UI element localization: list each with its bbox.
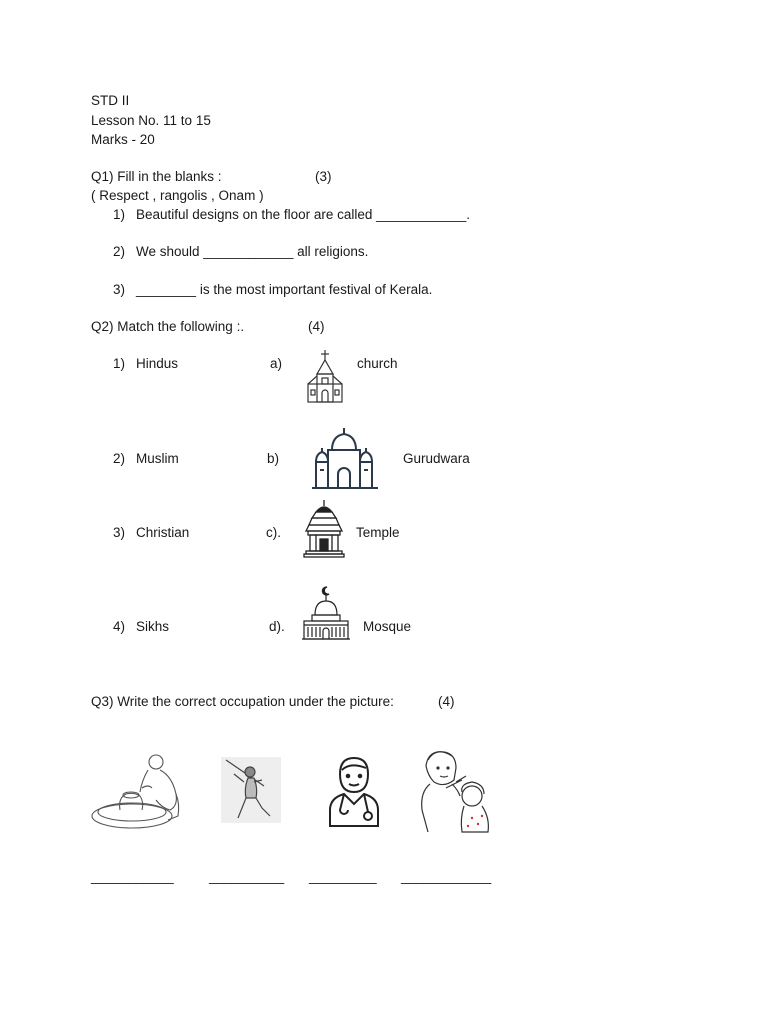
match-letter: b) [267,451,280,466]
q2-title: Q2) Match the following :. [91,319,245,334]
match-right-item: Temple [356,525,400,540]
doctor-icon [326,752,382,828]
match-left-item: Muslim [136,451,179,466]
temple-icon [302,498,346,558]
q1-item-text: We should ____________ all religions. [136,244,369,259]
answer-blank[interactable]: __________ [209,869,285,884]
soldier-icon [220,756,282,824]
mosque-domes-icon [306,426,388,490]
q1-item-text: Beautiful designs on the floor are called ____________. [136,207,470,222]
match-letter: c). [266,525,281,540]
match-letter: d). [269,619,285,634]
q3-title: Q3) Write the correct occupation under the picture: [91,694,394,709]
answer-blank[interactable]: ____________ [401,869,492,884]
match-left-item: Christian [136,525,190,540]
match-right-item: Mosque [363,619,412,634]
match-right-item: Gurudwara [403,451,470,466]
church-icon [302,348,348,404]
q1-title: Q1) Fill in the blanks : [91,169,222,184]
std-label: STD II [91,93,130,108]
answer-blank[interactable]: ___________ [91,869,174,884]
match-letter: a) [270,356,283,371]
q1-item-text: ________ is the most important festival of Kerala. [136,282,433,297]
q1-item-number: 2) [113,244,126,259]
q2-marks: (4) [308,319,325,334]
match-number: 4) [113,619,126,634]
lesson-label: Lesson No. 11 to 15 [91,113,211,128]
match-left-item: Hindus [136,356,179,371]
match-number: 2) [113,451,126,466]
answer-blank[interactable]: _________ [309,869,377,884]
potter-icon [90,750,184,834]
marks-label: Marks - 20 [91,132,155,147]
match-right-item: church [357,356,398,371]
q1-item-number: 1) [113,207,126,222]
q3-marks: (4) [438,694,455,709]
match-number: 3) [113,525,126,540]
mosque-crescent-icon [300,585,352,641]
q1-item-number: 3) [113,282,126,297]
barber-icon [416,746,492,836]
match-left-item: Sikhs [136,619,170,634]
q1-marks: (3) [315,169,332,184]
q1-options: ( Respect , rangolis , Onam ) [91,188,264,203]
match-number: 1) [113,356,126,371]
